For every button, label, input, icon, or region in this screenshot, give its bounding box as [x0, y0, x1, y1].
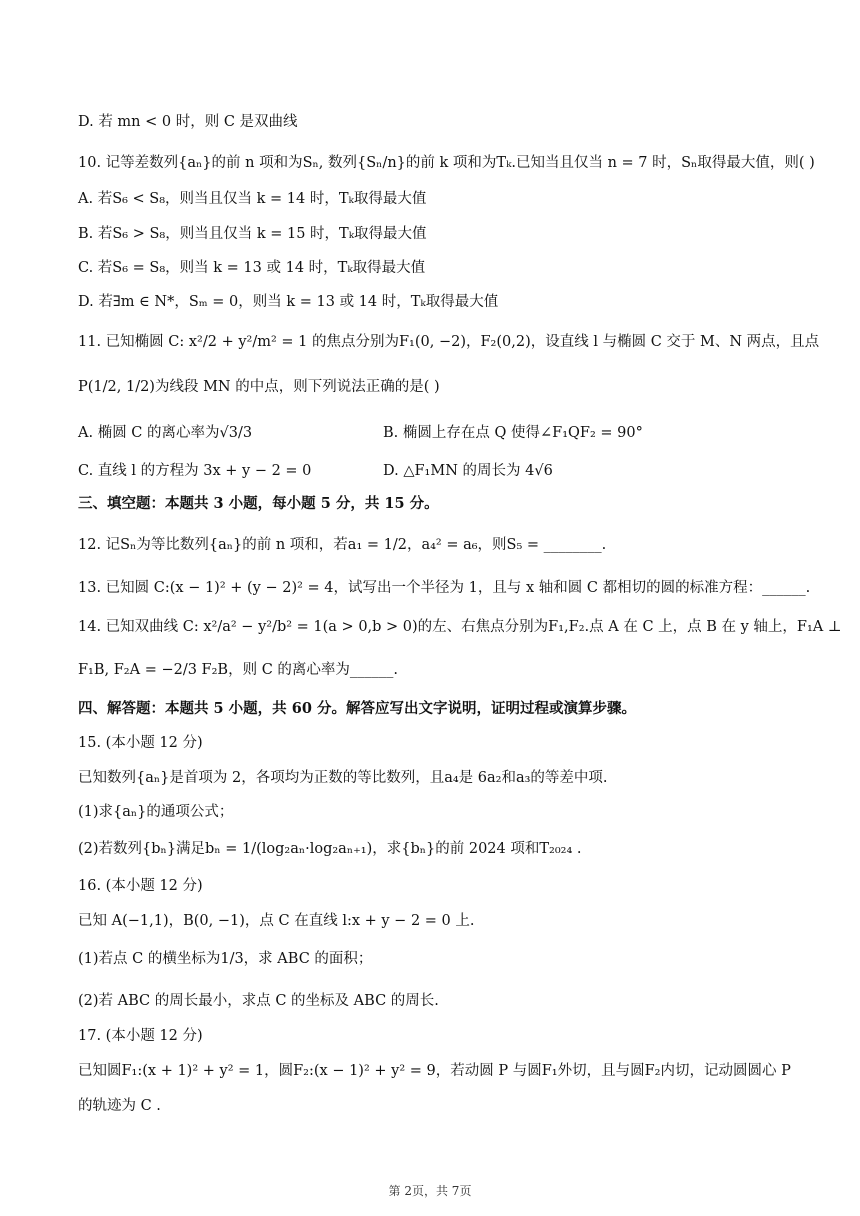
q10-stem: 10. 记等差数列{aₙ}的前 n 项和为Sₙ, 数列{Sₙ/n}的前 k 项和为Tₖ.已知当且仅当 n = 7 时，Sₙ取得最大值，则( )	[78, 155, 815, 171]
q13: 13. 已知圆 C:(x − 1)² + (y − 2)² = 4，试写出一个半径为 1，且与 x 轴和圆 C 都相切的圆的标准方程：______.	[78, 580, 811, 596]
q15-stem: 已知数列{aₙ}是首项为 2，各项均为正数的等比数列，且a₄是 6a₂和a₃的等差中项.	[78, 770, 608, 786]
q15-header: 15. (本小题 12 分)	[78, 735, 203, 751]
section-fill-in-heading: 三、填空题：本题共 3 小题，每小题 5 分，共 15 分。	[78, 495, 439, 512]
q15-part1: (1)求{aₙ}的通项公式；	[78, 804, 234, 820]
q10-option-b: B. 若S₆ > S₈，则当且仅当 k = 15 时，Tₖ取得最大值	[78, 226, 427, 242]
q16-stem: 已知 A(−1,1)，B(0, −1)，点 C 在直线 l:x + y − 2 = 0 上.	[78, 913, 475, 929]
page-footer: 第 2页，共 7页	[388, 1184, 472, 1198]
q11-stem-line2: P(1/2, 1/2)为线段 MN 的中点，则下列说法正确的是( )	[78, 379, 440, 395]
q16-part2: (2)若 ABC 的周长最小，求点 C 的坐标及 ABC 的周长.	[78, 993, 439, 1009]
q10-option-c: C. 若S₆ = S₈，则当 k = 13 或 14 时，Tₖ取得最大值	[78, 260, 426, 276]
q14-line2: F₁B, F₂A = −2/3 F₂B，则 C 的离心率为______.	[78, 662, 399, 678]
q14-line1: 14. 已知双曲线 C: x²/a² − y²/b² = 1(a > 0,b > 0)的左、右焦点分别为F₁,F₂.点 A 在 C 上，点 B 在 y 轴上，F₁A ⊥	[78, 619, 842, 635]
q16-part1: (1)若点 C 的横坐标为1/3，求 ABC 的面积；	[78, 951, 373, 967]
q15-part2: (2)若数列{bₙ}满足bₙ = 1/(log₂aₙ·log₂aₙ₊₁)，求{bₙ}的前 2024 项和T₂₀₂₄ .	[78, 841, 582, 857]
q16-header: 16. (本小题 12 分)	[78, 878, 203, 894]
q17-header: 17. (本小题 12 分)	[78, 1028, 203, 1044]
section-solution-heading: 四、解答题：本题共 5 小题，共 60 分。解答应写出文字说明，证明过程或演算步骤。	[78, 700, 636, 717]
q12: 12. 记Sₙ为等比数列{aₙ}的前 n 项和，若a₁ = 1/2，a₄² = a₆，则S₅ = ________.	[78, 537, 607, 553]
q17-stem-line2: 的轨迹为 C .	[78, 1098, 161, 1114]
q9-option-d: D. 若 mn < 0 时，则 C 是双曲线	[78, 114, 298, 130]
q10-option-a: A. 若S₆ < S₈，则当且仅当 k = 14 时，Tₖ取得最大值	[78, 191, 427, 207]
q11-option-a: A. 椭圆 C 的离心率为√3/3	[78, 425, 253, 441]
q11-option-d: D. △F₁MN 的周长为 4√6	[383, 463, 553, 479]
q11-option-c: C. 直线 l 的方程为 3x + y − 2 = 0	[78, 463, 312, 479]
q10-option-d: D. 若∃m ∈ N*，Sₘ = 0，则当 k = 13 或 14 时，Tₖ取得最大值	[78, 294, 499, 310]
q17-stem-line1: 已知圆F₁:(x + 1)² + y² = 1，圆F₂:(x − 1)² + y² = 9，若动圆 P 与圆F₁外切，且与圆F₂内切，记动圆圆心 P	[78, 1063, 791, 1079]
q11-stem-line1: 11. 已知椭圆 C: x²/2 + y²/m² = 1 的焦点分别为F₁(0, −2)，F₂(0,2)，设直线 l 与椭圆 C 交于 M、N 两点，且点	[78, 334, 820, 350]
q11-option-b: B. 椭圆上存在点 Q 使得∠F₁QF₂ = 90°	[383, 425, 643, 441]
